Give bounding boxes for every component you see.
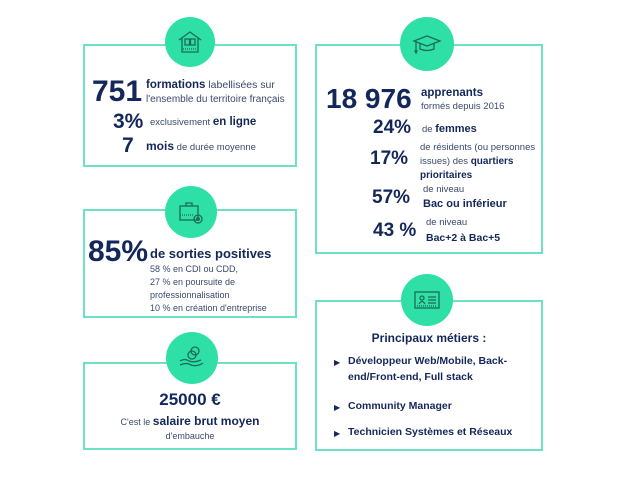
stat-bac-line1: de niveau [423, 184, 465, 195]
online-label: exclusivement en ligne [150, 116, 257, 128]
metier-item [334, 357, 340, 368]
online-percent: 3% [113, 110, 144, 133]
metier-item-1-line2: end/Front-end, Full stack [348, 371, 473, 383]
bullet-triangle-icon: ▶ [334, 358, 341, 367]
stat-bac2-line1: de niveau [426, 217, 468, 228]
salaire-value: 25000 € [159, 390, 221, 409]
metiers-badge [401, 274, 453, 326]
stat-quartiers-line2: issues) des quartiers [420, 156, 514, 167]
salaire-label: C'est le salaire brut moyen [120, 414, 260, 428]
library-house-icon [175, 27, 205, 57]
stat-quartiers-line3: prioritaires [420, 170, 473, 181]
apprenants-label-line2: formés depuis 2016 [421, 101, 505, 112]
salaire-label-line2: d'embauche [165, 431, 215, 441]
formations-label: formations labellisées sur [146, 79, 275, 91]
bullet-triangle-icon: ▶ [334, 429, 341, 438]
formations-badge [165, 17, 215, 67]
metier-item-3: Technicien Systèmes et Réseaux [348, 426, 513, 438]
salaire-badge [166, 332, 218, 384]
sorties-detail-3: professionnalisation [150, 290, 230, 300]
graduation-cap-icon [412, 29, 442, 59]
metier-item [334, 402, 340, 413]
apprenants-label: apprenants [421, 87, 483, 99]
metier-item-2: Community Manager [348, 400, 452, 412]
bullet-triangle-icon: ▶ [334, 403, 341, 412]
briefcase-gear-icon [176, 197, 206, 227]
formations-count: 751 [92, 75, 143, 108]
hand-coins-icon [177, 343, 207, 373]
stat-femmes-label: de femmes [422, 123, 477, 135]
sorties-percent: 85% [88, 235, 149, 268]
metier-item-1-line1: Développeur Web/Mobile, Back- [348, 355, 508, 367]
stat-quartiers-line1: de résidents (ou personnes [420, 142, 536, 153]
stat-bac-line2: Bac ou inférieur [423, 198, 507, 210]
formations-label-line2: l'ensemble du territoire français [146, 94, 285, 105]
stat-bac-value: 57% [372, 187, 411, 208]
metiers-title: Principaux métiers : [371, 331, 487, 345]
sorties-badge [165, 186, 217, 238]
stat-femmes-value: 24% [373, 117, 412, 138]
duration-label: mois de durée moyenne [146, 139, 256, 153]
apprenants-badge [400, 17, 454, 71]
duration-value: 7 [122, 134, 134, 157]
stat-quartiers-value: 17% [370, 148, 409, 169]
stat-bac2-value: 43 % [373, 220, 417, 241]
sorties-detail-2: 27 % en poursuite de [150, 277, 236, 287]
apprenants-count: 18 976 [326, 83, 412, 114]
sorties-label: de sorties positives [150, 246, 272, 261]
id-card-icon [412, 285, 442, 315]
metier-item [334, 428, 340, 439]
stat-bac2-line2: Bac+2 à Bac+5 [426, 232, 501, 244]
sorties-detail-4: 10 % en création d'entreprise [150, 303, 267, 313]
sorties-detail-1: 58 % en CDI ou CDD, [150, 264, 239, 274]
